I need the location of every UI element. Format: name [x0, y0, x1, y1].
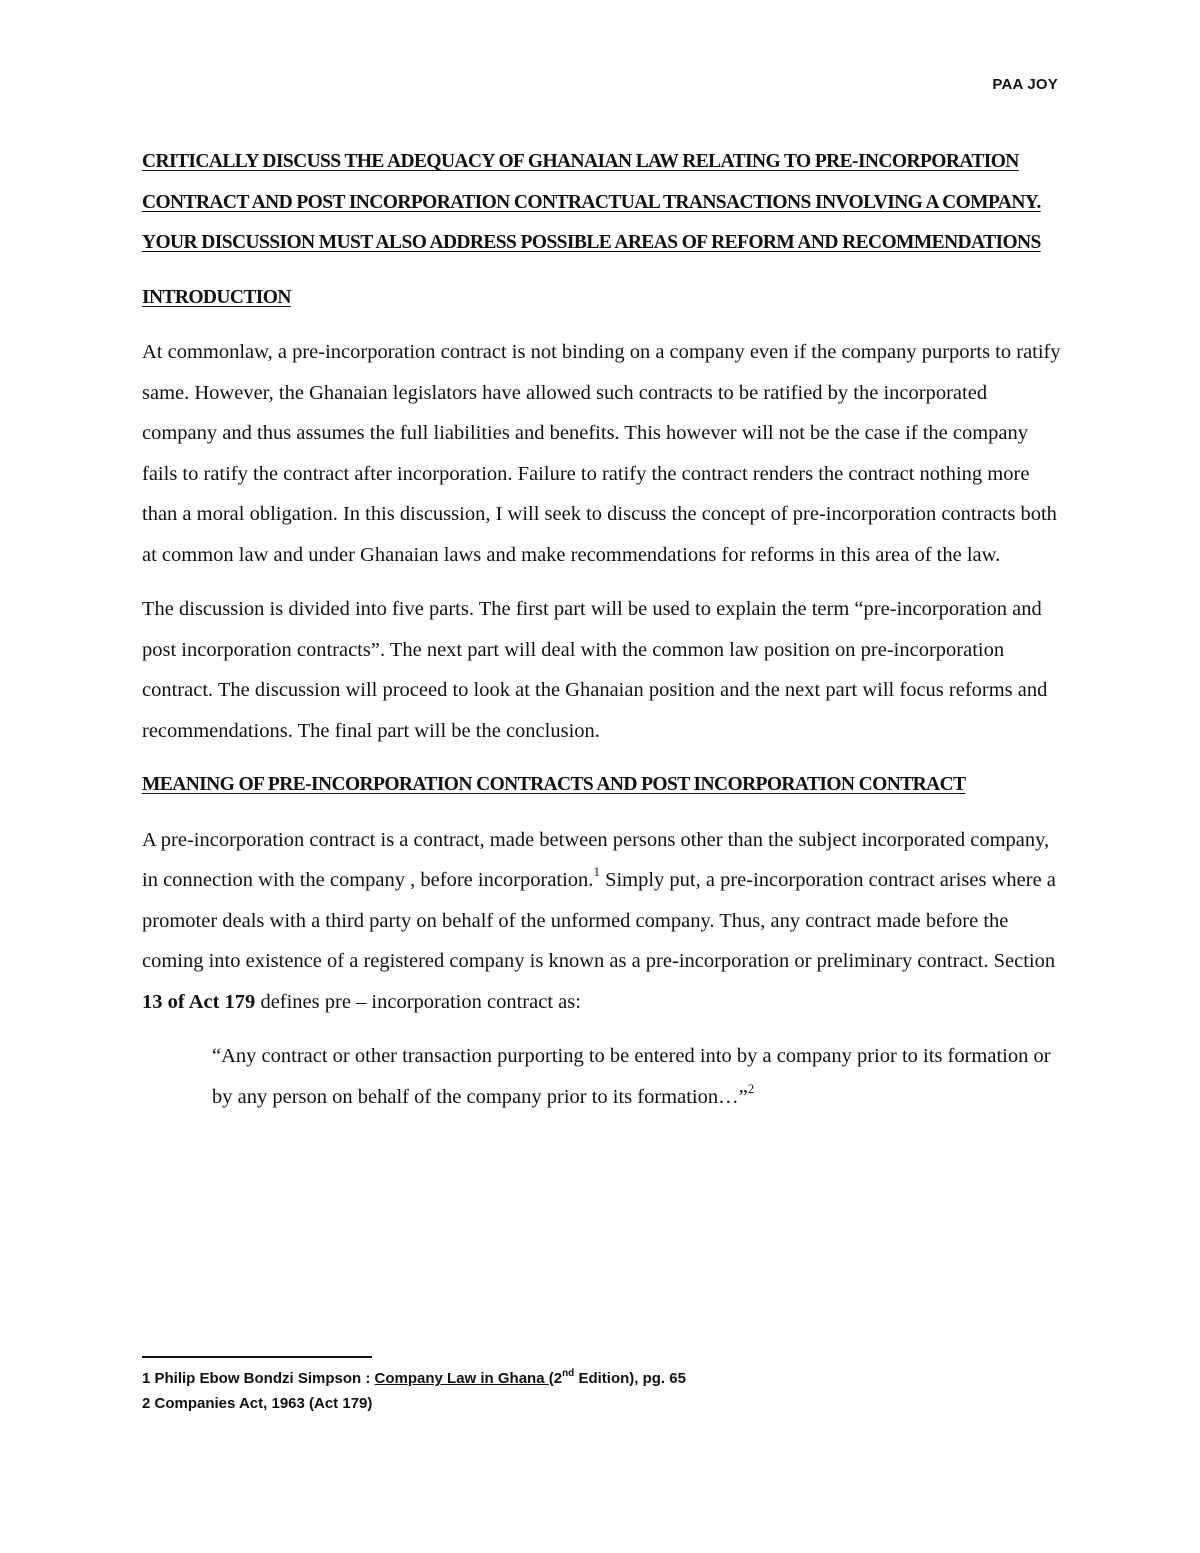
essay-title: CRITICALLY DISCUSS THE ADEQUACY OF GHANAIAN LAW RELATING TO PRE-INCORPORATION CONTRACT AND POST INCORPORATION CONTRACTUAL TRANSACTIONS INVOLVING A COMPANY. YOUR DISCUSSION MUST ALSO ADDRESS POSSIBLE AREAS OF REFORM AND RECOMMENDATIONS [142, 151, 1041, 253]
introduction-paragraph-2: The discussion is divided into five parts. The first part will be used to explain the term “pre-incorporation and post incorporation contracts”. The next part will deal with the common law position on pre-incorporation contract. The discussion will proceed to look at the Ghanaian position and the next part will focus reforms and recommendations. The final part will be the conclusion. [142, 598, 1048, 742]
footnotes [142, 1366, 686, 1416]
footnote-1: 1 Philip Ebow Bondzi Simpson : Company Law in Ghana (2nd Edition), pg. 65 [142, 1368, 686, 1387]
meaning-text-b: Simply put, a pre-incorporation contract arises where a promoter deals with a third party on behalf of the unformed company. Thus, any contract made before the coming into existence of a registered company is known as a pre-incorporation or preliminary contract. Section [142, 869, 1056, 972]
quote-text: “Any contract or other transaction purporting to be entered into by a company prior to its formation or by any person on behalf of the company prior to its formation…” [212, 1045, 1051, 1108]
meaning-text-a: A pre-incorporation contract is a contract, made between persons other than the subject incorporated company, in connection with the company , before incorporation. [142, 828, 1050, 891]
footnote-2: 2 Companies Act, 1963 (Act 179) [142, 1395, 373, 1412]
meaning-paragraph-1 [142, 820, 1062, 1023]
footnote-1-author: Philip Ebow Bondzi Simpson : [154, 1370, 375, 1387]
statute-quote [212, 1036, 1062, 1117]
footnote-ref-2: 2 [747, 1080, 755, 1096]
introduction-paragraph-1: At commonlaw, a pre-incorporation contract is not binding on a company even if the company purports to ratify same. However, the Ghanaian legislators have allowed such contracts to be ratified by the incorporated company and thus assumes the full liabilities and benefits. This however will not be the case if the company fails to ratify the contract after incorporation. Failure to ratify the contract renders the contract nothing more than a moral obligation. In this discussion, I will seek to discuss the concept of pre-incorporation contracts both at common law and under Ghanaian laws and make recommendations for reforms in this area of the law. [142, 341, 1061, 566]
page-header-author: PAA JOY [992, 76, 1058, 93]
footnote-separator [142, 1356, 372, 1358]
statute-reference: 13 of Act 179 [142, 990, 256, 1013]
section-heading-meaning: MEANING OF PRE-INCORPORATION CONTRACTS AND POST INCORPORATION CONTRACT [142, 774, 966, 795]
footnote-ref-1: 1 [593, 864, 600, 880]
section-heading-introduction: INTRODUCTION [142, 286, 291, 308]
meaning-text-c: defines pre – incorporation contract as: [255, 990, 581, 1013]
footnote-1-book: Company Law in Ghana [374, 1370, 549, 1387]
document-body [142, 142, 1062, 1117]
